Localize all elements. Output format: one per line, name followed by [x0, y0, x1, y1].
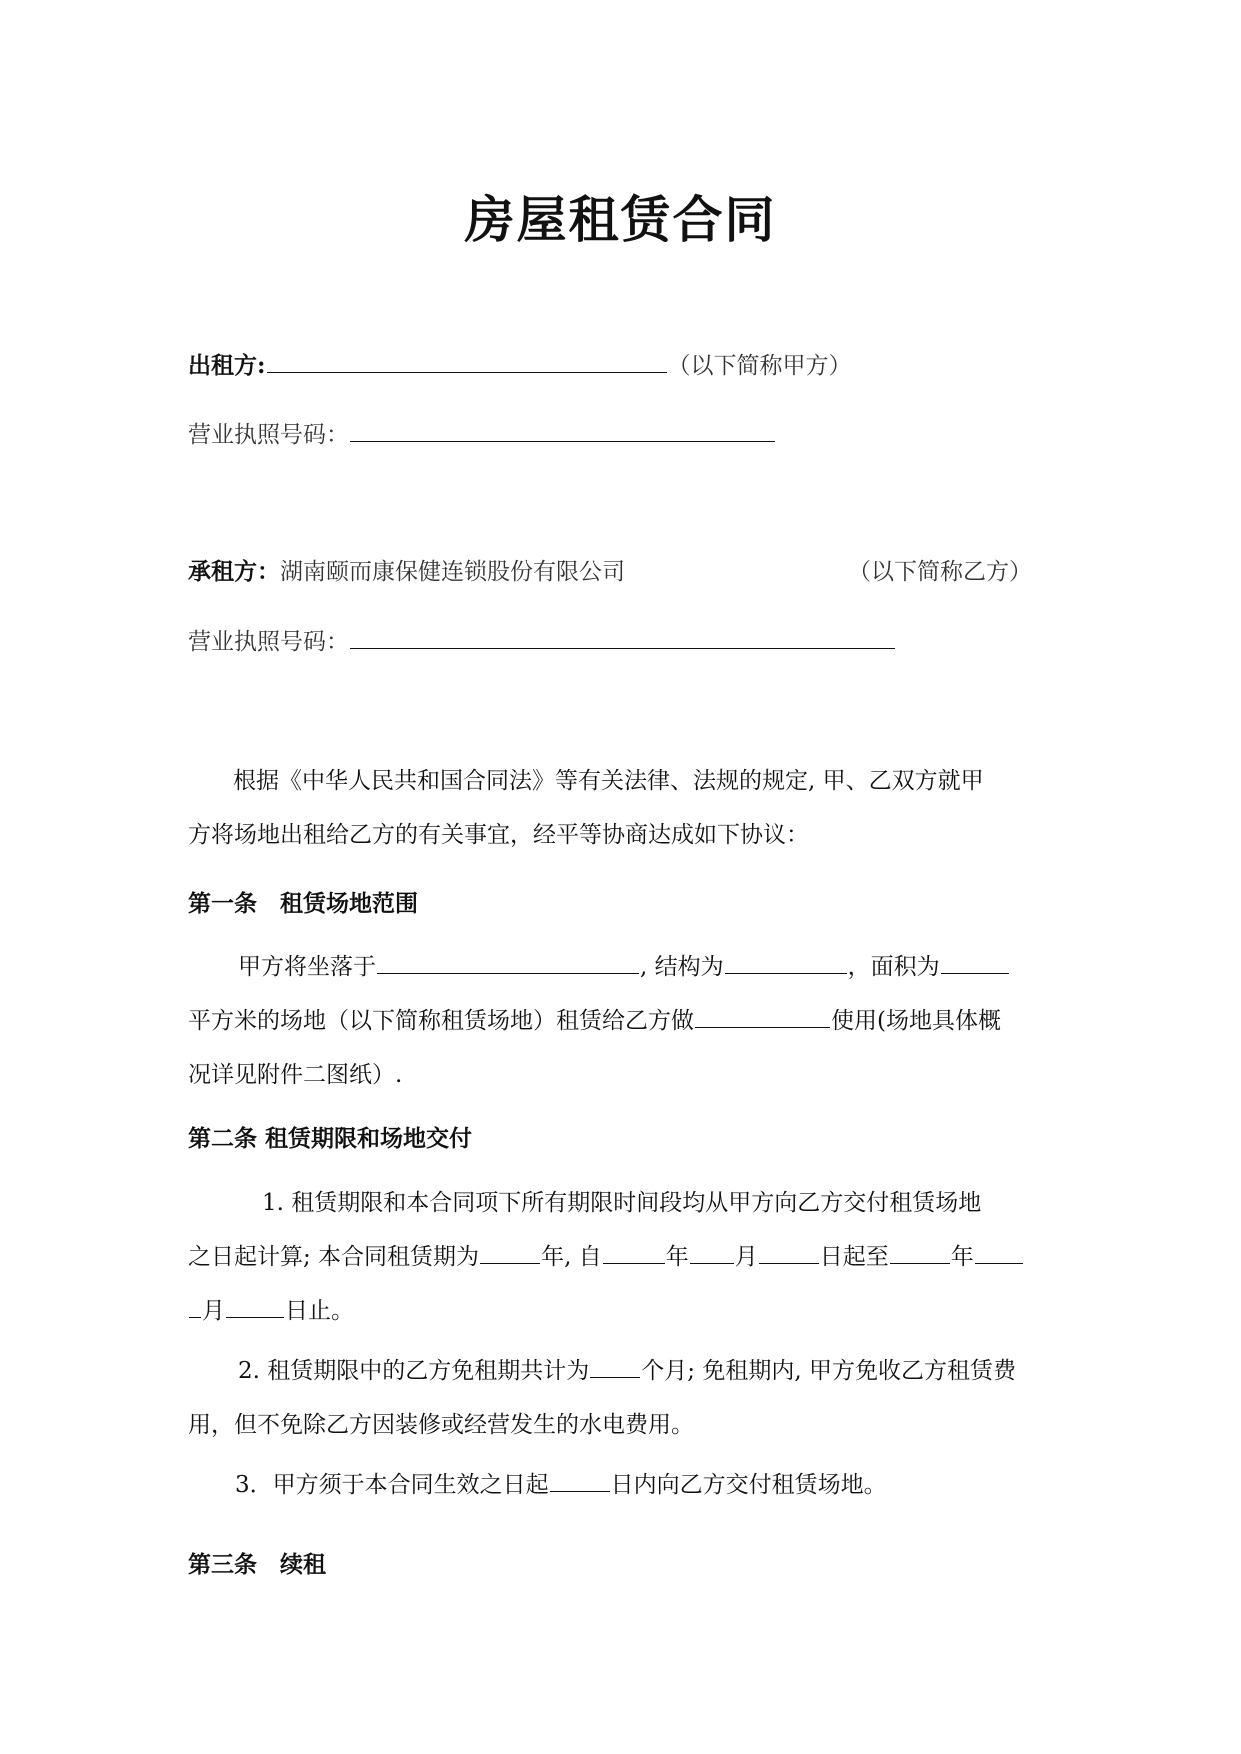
- end-day-blank: [226, 1295, 284, 1318]
- article-2-p2-line-2: 用，但不免除乙方因装修或经营发生的水电费用。: [188, 1412, 694, 1438]
- article-2-p1-line-1: 1. 租赁期限和本合同项下所有期限时间段均从甲方向乙方交付租赁场地: [262, 1190, 982, 1216]
- lessee-label: 承租方：: [188, 558, 280, 585]
- lessor-license-label: 营业执照号码：: [188, 422, 349, 448]
- area-blank: [941, 951, 1009, 974]
- start-day-blank: [759, 1241, 819, 1264]
- article-2-text-8: 日止。: [285, 1298, 354, 1324]
- document-title: 房屋租赁合同: [464, 191, 777, 249]
- article-1-text-3: ，面积为: [847, 954, 940, 980]
- location-blank: [377, 951, 639, 974]
- lessor-line: [188, 350, 852, 382]
- article-2-text-2: 年, 自: [541, 1244, 602, 1270]
- lessee-suffix-line: [848, 556, 1032, 588]
- lessor-suffix: （以下简称甲方）: [667, 353, 852, 379]
- article-2-p1-line-2: [188, 1230, 1024, 1284]
- free-months-blank: [590, 1355, 640, 1378]
- article-2-p2-text-2: 个月; 免租期内, 甲方免收乙方租赁费: [641, 1358, 1016, 1384]
- article-2-p2-text-1: 2. 租赁期限中的乙方免租期共计为: [238, 1358, 590, 1384]
- lessee-name: 湖南颐而康保健连锁股份有限公司: [280, 559, 625, 585]
- article-1-line-3: 况详见附件二图纸）.: [188, 1062, 403, 1088]
- article-2-text-4: 月: [734, 1244, 758, 1270]
- article-1-line-1: [238, 940, 1010, 994]
- usage-blank: [695, 1005, 830, 1028]
- delivery-days-blank: [550, 1469, 610, 1492]
- article-2-heading: 第二条 租赁期限和场地交付: [188, 1126, 473, 1152]
- article-2-p3-line: [235, 1458, 887, 1512]
- article-2-p2-line-1: [238, 1344, 1016, 1398]
- lessor-label: 出租方:: [188, 352, 266, 379]
- lessor-name-blank: [267, 350, 667, 373]
- article-1-text-2: , 结构为: [640, 954, 724, 980]
- article-2-text-1: 之日起计算; 本合同租赁期为: [188, 1244, 480, 1270]
- article-1-text-5: 使用(场地具体概: [831, 1008, 1001, 1034]
- preamble-line-2: 方将场地出租给乙方的有关事宜，经平等协商达成如下协议：: [188, 822, 809, 848]
- article-2-p3-text-1: 3．甲方须于本合同生效之日起: [235, 1472, 549, 1498]
- lessor-license-line: [188, 419, 776, 451]
- start-month-blank: [690, 1241, 734, 1264]
- article-1-text-4: 平方米的场地（以下简称租赁场地）租赁给乙方做: [188, 1008, 694, 1034]
- article-1-line-2: [188, 994, 1001, 1048]
- article-2-p3-text-2: 日内向乙方交付租赁场地。: [610, 1472, 887, 1498]
- article-1-text-1: 甲方将坐落于: [238, 954, 376, 980]
- term-years-blank: [480, 1241, 540, 1264]
- structure-blank: [725, 951, 847, 974]
- lessee-suffix: （以下简称乙方）: [848, 559, 1032, 585]
- lessee-license-line: [188, 626, 896, 658]
- end-month-blank-part: [975, 1241, 1023, 1264]
- article-2-text-3: 年: [665, 1244, 689, 1270]
- article-3-heading: 第三条 续租: [188, 1552, 326, 1578]
- start-year-blank: [603, 1241, 665, 1264]
- article-2-text-5: 日起至: [819, 1244, 889, 1270]
- article-2-text-6: 年: [950, 1244, 974, 1270]
- article-2-p1-line-3: [188, 1284, 354, 1338]
- end-month-blank: [189, 1295, 201, 1318]
- preamble-line-1: 根据《中华人民共和国合同法》等有关法律、法规的规定, 甲、乙双方就甲: [233, 768, 984, 794]
- end-year-blank: [890, 1241, 950, 1264]
- lessee-line: [188, 556, 625, 588]
- article-2-text-7: 月: [202, 1298, 225, 1324]
- article-1-heading: 第一条 租赁场地范围: [188, 891, 418, 917]
- lessor-license-blank: [350, 419, 775, 442]
- lessee-license-label: 营业执照号码：: [188, 629, 349, 655]
- lessee-license-blank: [350, 626, 895, 649]
